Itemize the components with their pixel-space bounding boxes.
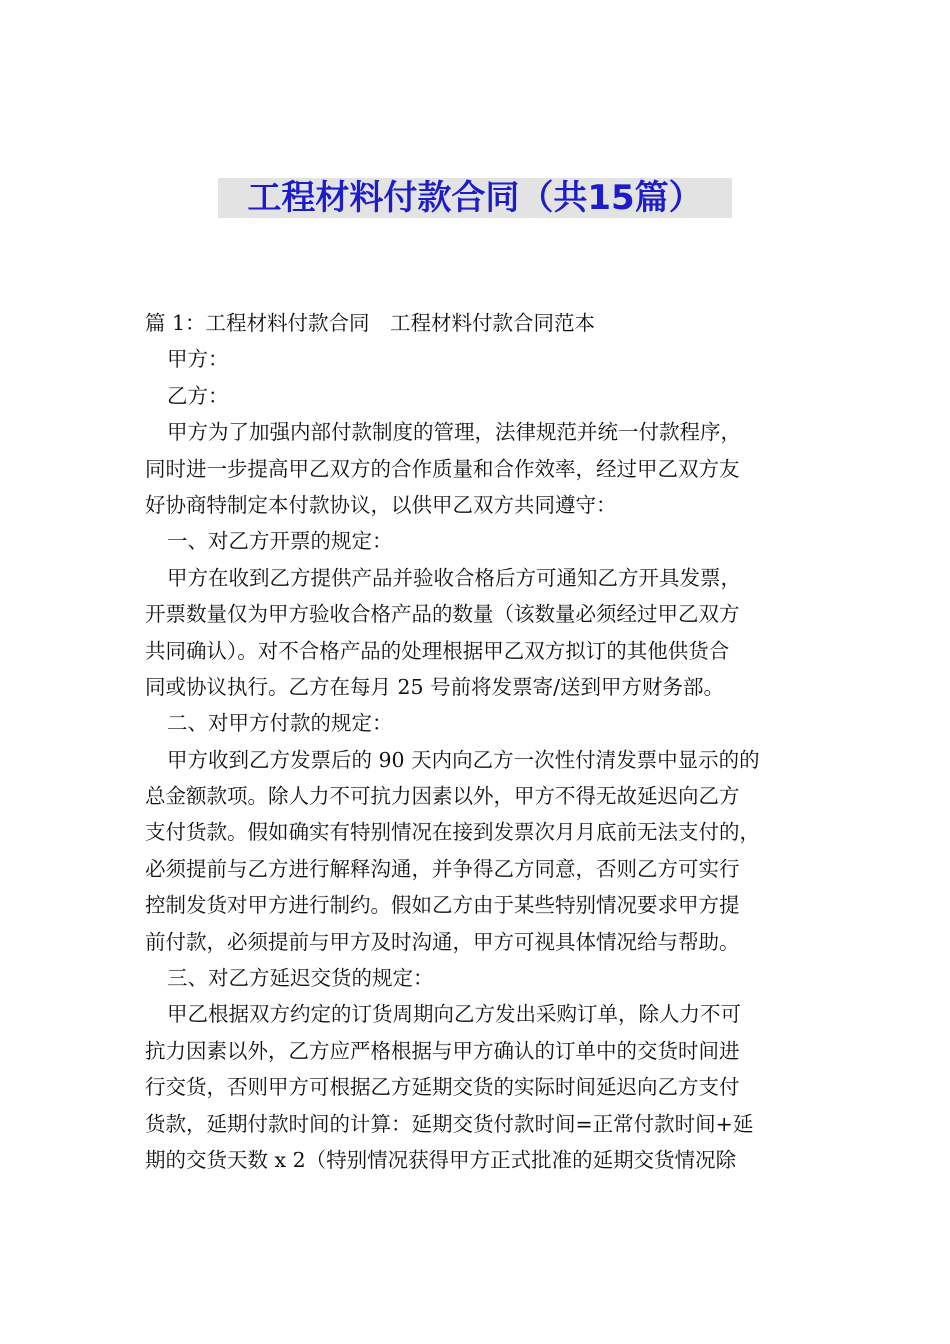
body-line: 开票数量仅为甲方验收合格产品的数量（该数量必须经过甲乙双方 xyxy=(145,602,740,627)
body-line: 甲方在收到乙方提供产品并验收合格后方可通知乙方开具发票， xyxy=(167,565,741,590)
body-line: 二、对甲方付款的规定： xyxy=(167,711,393,736)
body-line: 同或协议执行。乙方在每月 25 号前将发票寄/送到甲方财务部。 xyxy=(145,674,725,699)
body-line: 篇 1：工程材料付款合同 工程材料付款合同范本 xyxy=(145,311,596,335)
body-line: 总金额款项。除人力不可抗力因素以外，甲方不得无故延迟向乙方 xyxy=(145,784,740,809)
body-line: 三、对乙方延迟交货的规定： xyxy=(167,966,434,991)
body-line: 货款，延期付款时间的计算：延期交货付款时间=正常付款时间+延 xyxy=(145,1111,754,1136)
body-line: 好协商特制定本付款协议，以供甲乙双方共同遵守： xyxy=(145,492,617,517)
body-line: 乙方： xyxy=(167,383,229,408)
body-line: 甲方收到乙方发票后的 90 天内向乙方一次性付清发票中显示的的 xyxy=(167,747,760,772)
body-line: 一、对乙方开票的规定： xyxy=(167,529,393,554)
body-line: 必须提前与乙方进行解释沟通，并争得乙方同意，否则乙方可实行 xyxy=(145,856,740,881)
document-title: 工程材料付款合同（共15篇） xyxy=(247,178,703,218)
body-line: 支付货款。假如确实有特别情况在接到发票次月月底前无法支付的， xyxy=(145,820,760,845)
body-line: 同时进一步提高甲乙双方的合作质量和合作效率，经过甲乙双方友 xyxy=(145,456,740,481)
body-line: 期的交货天数 x 2（特别情况获得甲方正式批准的延期交货情况除 xyxy=(145,1147,737,1172)
body-line: 前付款，必须提前与甲方及时沟通，甲方可视具体情况给与帮助。 xyxy=(145,929,740,954)
body-line: 甲方为了加强内部付款制度的管理，法律规范并统一付款程序， xyxy=(167,420,741,445)
body-line: 行交货，否则甲方可根据乙方延期交货的实际时间延迟向乙方支付 xyxy=(145,1075,740,1100)
body-line: 控制发货对甲方进行制约。假如乙方由于某些特别情况要求甲方提 xyxy=(145,893,740,918)
body-line: 抗力因素以外，乙方应严格根据与甲方确认的订单中的交货时间进 xyxy=(145,1038,740,1063)
document-body xyxy=(145,305,825,1178)
body-line: 甲方： xyxy=(167,347,229,372)
body-line: 共同确认）。对不合格产品的处理根据甲乙双方拟订的其他供货合 xyxy=(145,638,730,663)
body-line: 甲乙根据双方约定的订货周期向乙方发出采购订单，除人力不可 xyxy=(167,1002,741,1027)
